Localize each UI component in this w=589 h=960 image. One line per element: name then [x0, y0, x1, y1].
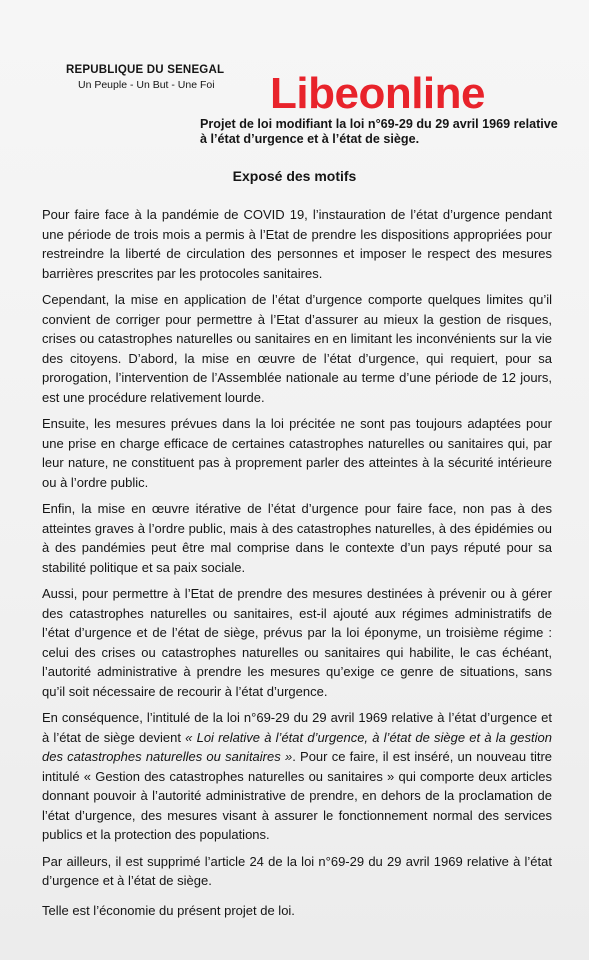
republic-name: REPUBLIQUE DU SENEGAL: [66, 64, 225, 76]
paragraph-3: Ensuite, les mesures prévues dans la loi précitée ne sont pas toujours adaptées pour une prise en charge efficace de certaines catastrophes naturelles ou sanitaires qui, par leur nature, ne constituent pas à proprement parler des atteintes à la sécurité intérieure ou à l’ordre public.: [42, 416, 552, 490]
new-law-title: « Loi relative à l’état d’urgence, à l’état de siège et à la gestion des catastrophes naturelles ou sanitaires »: [42, 729, 552, 764]
paragraph-4: Enfin, la mise en œuvre itérative de l’état d’urgence pour faire face, non pas à des atteintes graves à l’ordre public, mais à des catastrophes naturelles, à des épidémies ou à des pandémies peut être mal comprise dans le contexte d’un pays réputé pour sa stabilité politique et sa paix sociale.: [42, 501, 552, 575]
paragraph-2: Cependant, la mise en application de l’état d’urgence comporte quelques limites qu’il convient de corriger pour permettre à l’Etat d’assurer au mieux la gestion de risques, crises ou catastrophes naturelles ou sanitaires en en limitant les inconvénients sur la vie des citoyens. D’abord, la mise en œuvre de l’état d’urgence, qui requiert, pour sa prorogation, l’intervention de l’Assemblée nationale au terme d’une période de 12 jours, est une procédure relativement lourde.: [42, 292, 552, 405]
bill-title: Projet de loi modifiant la loi n°69-29 du 29 avril 1969 relative à l’état d’urgence et à l’état de siège.: [200, 117, 558, 146]
paragraph-5: Aussi, pour permettre à l’Etat de prendre des mesures destinées à prévenir ou à gérer des catastrophes naturelles ou sanitaires, est-il ajouté aux régimes administratifs de l’état d’urgence et de l’état de siège, prévus par la loi éponyme, un troisième régime : celui des crises ou catastrophes naturelles ou sanitaires qui habilite, le cas échéant, l’autorité administrative à prendre les mesures qu’exige ce genre de situations, sans qu’il soit nécessaire de recourir à l’état d’urgence.: [42, 586, 552, 699]
document-body: [42, 205, 552, 927]
paragraph-6: [42, 708, 552, 845]
paragraph-7: Par ailleurs, il est supprimé l’article 24 de la loi n°69-29 du 29 avril 1969 relative à l’état d’urgence et à l’état de siège.: [42, 853, 552, 888]
national-motto: Un Peuple - Un But - Une Foi: [78, 79, 215, 91]
paragraph-8: Telle est l’économie du présent projet de loi.: [42, 902, 295, 918]
paragraph-1: Pour faire face à la pandémie de COVID 19, l’instauration de l’état d’urgence pendant une période de trois mois a permis à l’Etat de prendre les dispositions appropriées pour restreindre la liberté de circulation des personnes et imposer le respect des mesures barrières prescrites par les protocoles sanitaires.: [42, 207, 552, 281]
section-title: Exposé des motifs: [232, 168, 357, 184]
paragraph-6-intro: En conséquence, l’intitulé de la loi n°69-29 du 29 avril 1969 relative à l’état d’urgence et à l’état de siège devient: [42, 710, 552, 745]
paragraph-6-rest: . Pour ce faire, il est inséré, un nouveau titre intitulé « Gestion des catastrophes naturelles ou sanitaires » qui comporte deux articles donnant pouvoir à l’autorité administrative de prendre, en dehors de la proclamation de l’état d’urgence, des mesures visant à assurer le fonctionnement normal des services publics et la protection des populations.: [42, 749, 552, 842]
libeonline-watermark: Libeonline: [270, 69, 485, 118]
letterhead: [66, 64, 244, 91]
